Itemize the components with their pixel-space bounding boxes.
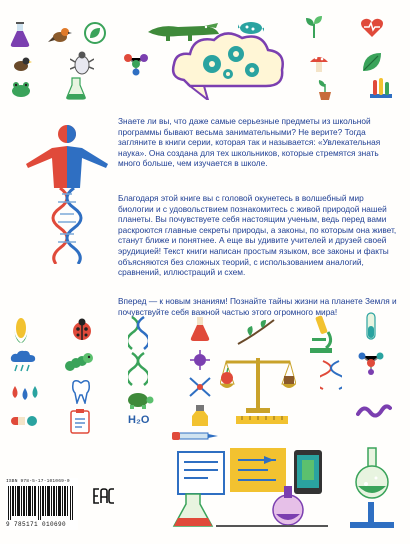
rain-cloud-icon	[10, 350, 36, 374]
twig-icon	[236, 318, 276, 346]
beaker-icon	[66, 76, 86, 100]
turtle-icon	[124, 388, 154, 410]
stand-base-icon	[346, 500, 398, 530]
heart-pulse-icon	[360, 16, 384, 38]
virus-icon	[190, 350, 210, 370]
bird-icon-2	[10, 54, 32, 74]
barcode-number: 9 785171 010690	[6, 521, 67, 528]
tooth-icon	[70, 380, 92, 404]
human-dna-figure-icon	[22, 122, 112, 264]
h2o-formula: H₂O	[128, 414, 150, 426]
leaf-icon-2	[360, 50, 384, 74]
call-to-action-paragraph: Вперед — к новым знаниям! Познайте тайны жизни на планете Земля и почувствуйте себя важной частью этого огромного мира!	[118, 296, 397, 317]
lab-scene-icon	[168, 446, 344, 530]
barcode-icon	[8, 486, 74, 520]
test-tubes-icon	[370, 76, 392, 100]
flask-icon-2	[190, 316, 210, 342]
mushroom-icon	[308, 52, 330, 74]
pipette-icon	[172, 428, 218, 444]
description-paragraph: Благодаря этой книге вы с головой окунетесь в волшебный мир биологии и с удовольствием познакомитесь с живой природой нашей планеты. Вы почувствуете себя настоящим ученым, ведь перед вами раскроются главные секреты природы, а законы, по которым она живет, станут ближе и понятнее. А еще вы удивите учителей и друзей своей эрудицией! Текст книги написан простым языком, все законы и факты объясняются без сложных теорий, с использованием аналогий, сравнений, иллюстраций и схем.	[118, 193, 397, 278]
bird-icon	[48, 24, 72, 46]
round-flask-icon	[352, 446, 392, 500]
sprout-icon	[304, 14, 324, 38]
intro-paragraph: Знаете ли вы, что даже самые серьезные предметы из школьной программы бывают весьма занимательными? Не верите? Тогда загляните в книги серии, которая так и называется: «Увлекательная наука». Она создана для тех школьников, которые стремятся знать много больше, чем изучается в школе.	[118, 116, 381, 169]
corn-icon	[12, 316, 30, 344]
potion-icon	[190, 404, 210, 428]
clipboard-icon	[70, 408, 90, 434]
cell-phone-tube-icon	[364, 312, 378, 340]
microscope-icon	[306, 314, 336, 354]
molecule-icon	[120, 50, 150, 76]
gene-icon	[188, 376, 212, 398]
dna-icon	[128, 316, 148, 350]
gears-cloud-icon	[170, 28, 288, 100]
ladybug-icon	[70, 318, 94, 342]
flask-icon	[10, 22, 30, 48]
scales-icon	[220, 350, 296, 416]
dna-strand-icon	[320, 360, 342, 390]
caterpillar-icon	[64, 350, 94, 372]
eac-mark-icon	[92, 484, 116, 508]
ruler-icon	[236, 414, 288, 426]
pills-icon	[10, 412, 38, 430]
worm-icon	[356, 400, 392, 420]
plant-pot-icon	[316, 78, 334, 100]
molecule-icon-2	[356, 350, 386, 376]
leaf-icon	[84, 22, 106, 44]
isbn-label: ISBN 978-5-17-101069-0	[6, 479, 70, 484]
frog-icon	[10, 80, 32, 98]
drops-icon	[10, 384, 40, 404]
dna-icon-2	[128, 352, 148, 386]
bug-icon	[70, 50, 94, 76]
